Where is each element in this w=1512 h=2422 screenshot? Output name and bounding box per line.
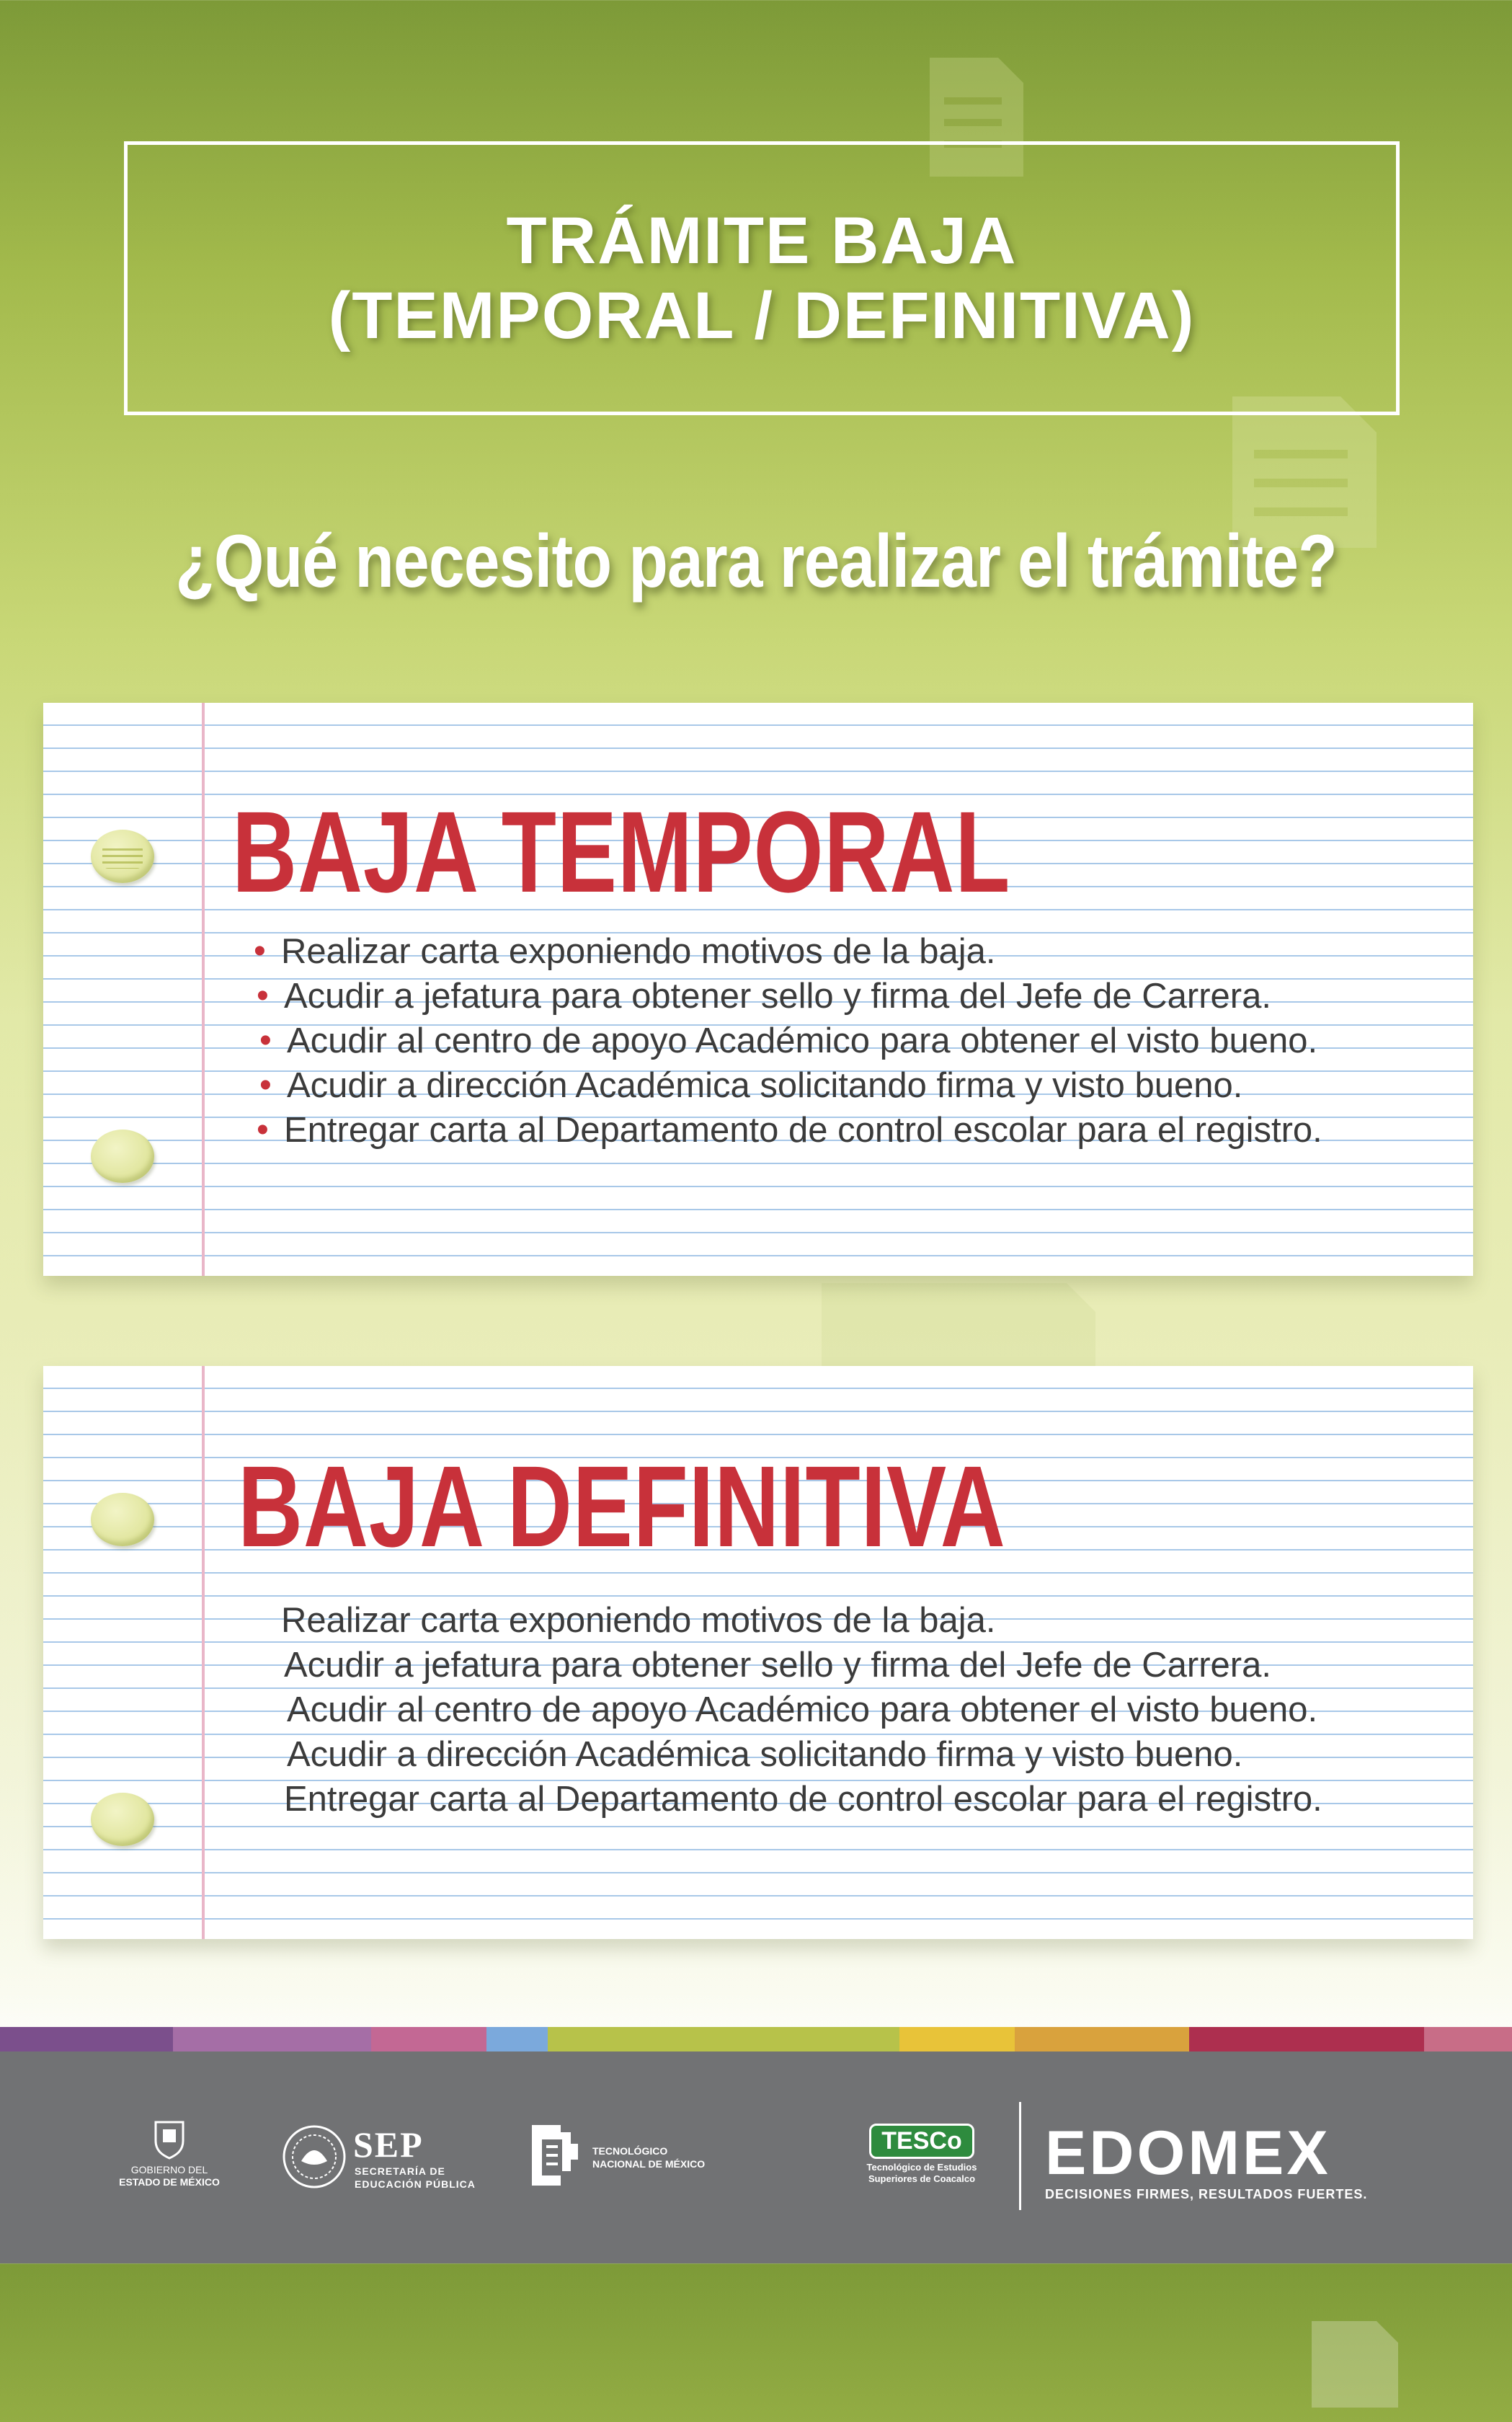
sep-line2: EDUCACIÓN PÚBLICA [355,2178,476,2190]
question-heading: ¿Qué necesito para realizar el trámite? [175,520,1337,603]
list-item: • Acudir al centro de apoyo Académico para obtener el visto bueno. [287,1019,1325,1063]
color-swatch [1015,2027,1189,2051]
footer-divider [1019,2102,1021,2210]
color-swatch [173,2027,371,2051]
tecnm-line1: TECNOLÓGICO [592,2145,668,2157]
gob-edomex-logo [108,2119,231,2188]
sep-name: SEP [353,2124,424,2165]
list-item: • Acudir a jefatura para obtener sello y firma del Jefe de Carrera. [284,974,1322,1019]
tesco-badge [869,2124,974,2159]
notebook-paper-definitiva [43,1366,1473,1939]
tecnm-line2: NACIONAL DE MÉXICO [592,2158,706,2170]
list-item: • Realizar carta exponiendo motivos de la baja. [281,929,1320,974]
steps-list-temporal [203,929,1322,1153]
color-swatch [899,2027,1015,2051]
color-swatch [1424,2027,1512,2051]
eagle-seal-icon [281,2124,347,2190]
color-swatch [371,2027,486,2051]
gear-icon [525,2118,582,2193]
tesco-logo [839,2124,1005,2196]
list-item: • Acudir a dirección Académica solicitando firma y visto bueno. [287,1063,1325,1108]
color-swatch [548,2027,899,2051]
binder-hole [91,1793,154,1846]
tesco-name: TESCo [881,2127,962,2155]
bullet-icon: • [254,932,266,970]
page-title-line2: (TEMPORAL / DEFINITIVA) [328,279,1196,352]
list-item: Entregar carta al Departamento de control escolar para el registro. [284,1780,1322,1819]
bullet-icon: • [259,1066,272,1104]
sep-line1: SECRETARÍA DE [355,2165,445,2177]
bullet-icon: • [259,1021,272,1060]
binder-hole [91,1493,154,1546]
footer [0,2051,1512,2263]
binder-hole [91,830,154,883]
edomex-slogan: DECISIONES FIRMES, RESULTADOS FUERTES. [1045,2187,1368,2201]
bullet-icon: • [257,1111,269,1149]
notebook-paper-temporal [43,703,1473,1276]
sep-logo [281,2124,497,2203]
section-title-definitiva: BAJA DEFINITIVA [238,1442,1006,1571]
list-item: Realizar carta exponiendo motivos de la baja. [281,1601,996,1640]
shield-icon [153,2119,186,2160]
list-item: Acudir a dirección Académica solicitando firma y visto bueno. [287,1735,1243,1774]
page-title-line1: TRÁMITE BAJA [506,204,1018,278]
color-swatch [486,2027,548,2051]
color-swatch [0,2027,173,2051]
list-item: Acudir al centro de apoyo Académico para obtener el visto bueno. [287,1690,1318,1729]
color-swatch [1189,2027,1424,2051]
steps-list-definitiva [203,1598,1322,1822]
tesco-line1: Tecnológico de Estudios [866,2162,977,2173]
document-icon [1297,2307,1413,2422]
list-item: • Entregar carta al Departamento de control escolar para el registro. [284,1108,1322,1153]
binder-hole [91,1130,154,1183]
edomex-logo [1045,2121,1420,2207]
gob-line2: ESTADO DE MÉXICO [119,2176,220,2188]
bullet-icon: • [257,977,269,1015]
color-bar [0,2027,1512,2051]
list-item: Acudir a jefatura para obtener sello y firma del Jefe de Carrera. [284,1646,1271,1685]
tecnm-logo [525,2118,712,2197]
gob-line1: GOBIERNO DEL [130,2164,208,2175]
title-box [124,141,1400,415]
section-title-temporal: BAJA TEMPORAL [232,787,1011,916]
tesco-line2: Superiores de Coacalco [868,2173,976,2184]
edomex-name: EDOMEX [1045,2119,1331,2188]
